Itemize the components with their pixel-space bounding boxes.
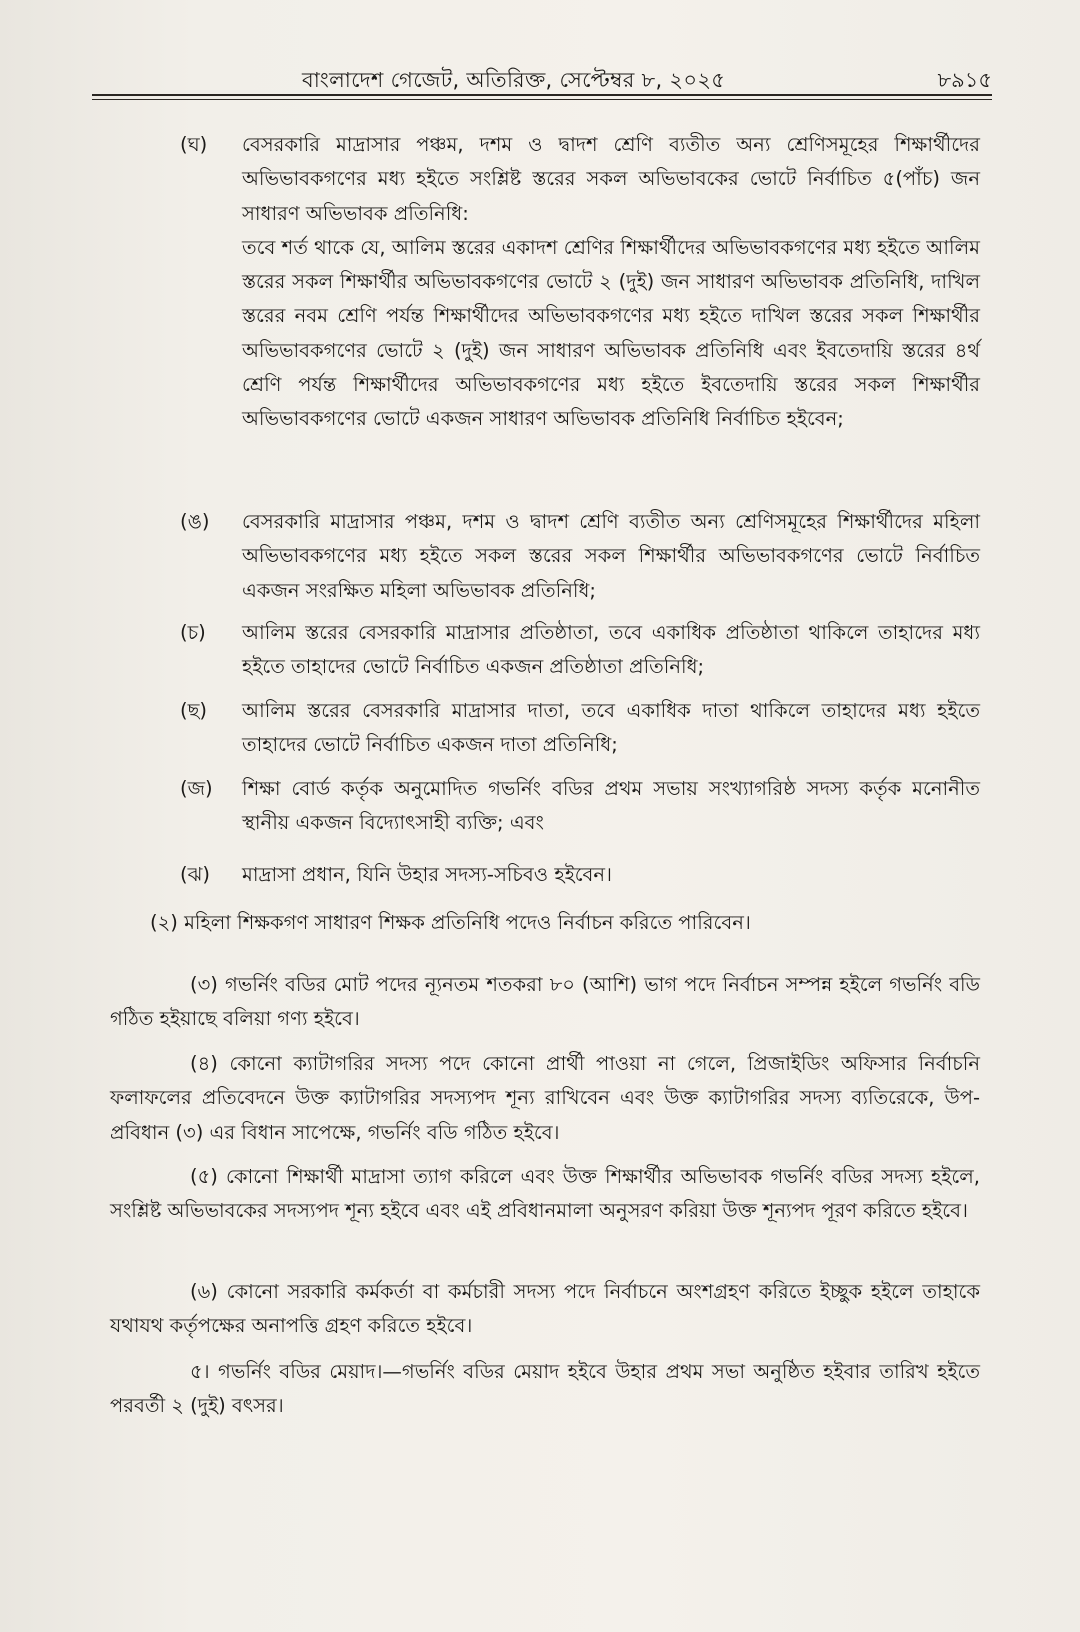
subregulation-text: (৪) কোনো ক্যাটাগরির সদস্য পদে কোনো প্রার্থী পাওয়া না গেলে, প্রিজাইডিং অফিসার নির্বাচনি ফলাফলের প্রতিবেদনে উক্ত ক্যাটাগরির সদস্যপদ শূন্য রাখিবেন এবং উক্ত ক্যাটাগরির সদস্য ব্যতিরেকে, উপ-প্রবিধান (৩) এর বিধান সাপেক্ষে, গভর্নিং বডি গঠিত হইবে। bbox=[110, 1052, 980, 1144]
clause-label: (জ) bbox=[180, 777, 213, 800]
page-header bbox=[92, 60, 992, 96]
subregulation-text: (২) মহিলা শিক্ষকগণ সাধারণ শিক্ষক প্রতিনিধি পদেও নির্বাচন করিতে পারিবেন। bbox=[150, 911, 751, 934]
clause-text: মাদ্রাসা প্রধান, যিনি উহার সদস্য-সচিবও হইবেন। bbox=[242, 863, 613, 886]
clause-label: (চ) bbox=[180, 621, 206, 644]
subregulation-4 bbox=[110, 1047, 980, 1150]
clause-label: (ঝ) bbox=[180, 863, 210, 886]
clause-cha bbox=[180, 616, 980, 685]
header-rule-thin bbox=[92, 99, 992, 100]
clause-label: (ঙ) bbox=[180, 510, 210, 533]
clause-uma bbox=[180, 505, 980, 608]
subregulation-text: (৩) গভর্নিং বডির মোট পদের ন্যূনতম শতকরা ৮০ (আশি) ভাগ পদে নির্বাচন সম্পন্ন হইলে গভর্নিং বডি গঠিত হইয়াছে বলিয়া গণ্য হইবে। bbox=[110, 973, 980, 1031]
clause-proviso: তবে শর্ত থাকে যে, আলিম স্তরের একাদশ শ্রেণির শিক্ষার্থীদের অভিভাবকগণের মধ্য হইতে আলিম স্তরের সকল শিক্ষার্থীর অভিভাবকগণের ভোটে ২ (দুই) জন সাধারণ অভিভাবক প্রতিনিধি, দাখিল স্তরের নবম শ্রেণি পর্যন্ত শিক্ষার্থীদের অভিভাবকগণের মধ্য হইতে দাখিল স্তরের সকল শিক্ষার্থীর অভিভাবকগণের ভোটে ২ (দুই) জন সাধারণ অভিভাবক প্রতিনিধি এবং ইবতেদায়ি স্তরের ৪র্থ শ্রেণি পর্যন্ত শিক্ষার্থীদের অভিভাবকগণের মধ্য হইতে ইবতেদায়ি স্তরের সকল শিক্ষার্থীর অভিভাবকগণের ভোটে একজন সাধারণ অভিভাবক প্রতিনিধি নির্বাচিত হইবেন; bbox=[242, 235, 980, 431]
clause-jha bbox=[180, 858, 980, 892]
clause-text: বেসরকারি মাদ্রাসার পঞ্চম, দশম ও দ্বাদশ শ্রেণি ব্যতীত অন্য শ্রেণিসমূহের শিক্ষার্থীদের অভিভাবকগণের মধ্য হইতে সংশ্লিষ্ট স্তরের সকল অভিভাবকের ভোটে নির্বাচিত ৫(পাঁচ) জন সাধারণ অভিভাবক প্রতিনিধি: bbox=[242, 133, 980, 225]
subregulation-2 bbox=[150, 906, 980, 940]
clause-text: আলিম স্তরের বেসরকারি মাদ্রাসার দাতা, তবে একাধিক দাতা থাকিলে তাহাদের মধ্য হইতে তাহাদের ভোটে নির্বাচিত একজন দাতা প্রতিনিধি; bbox=[242, 699, 980, 757]
clause-text: বেসরকারি মাদ্রাসার পঞ্চম, দশম ও দ্বাদশ শ্রেণি ব্যতীত অন্য শ্রেণিসমূহের শিক্ষার্থীদের মহিলা অভিভাবকগণের মধ্য হইতে সকল স্তরের সকল শিক্ষার্থীর অভিভাবকগণের ভোটে নির্বাচিত একজন সংরক্ষিত মহিলা অভিভাবক প্রতিনিধি; bbox=[242, 510, 980, 602]
header-title: বাংলাদেশ গেজেট, অতিরিক্ত, সেপ্টেম্বর ৮, ২০২৫ bbox=[302, 68, 726, 92]
clause-text: আলিম স্তরের বেসরকারি মাদ্রাসার প্রতিষ্ঠাতা, তবে একাধিক প্রতিষ্ঠাতা থাকিলে তাহাদের মধ্য হইতে তাহাদের ভোটে নির্বাচিত একজন প্রতিষ্ঠাতা প্রতিনিধি; bbox=[242, 621, 980, 679]
regulation-text: ৫। গভর্নিং বডির মেয়াদ।—গভর্নিং বডির মেয়াদ হইবে উহার প্রথম সভা অনুষ্ঠিত হইবার তারিখ হইতে পরবর্তী ২ (দুই) বৎসর। bbox=[110, 1360, 980, 1418]
clause-gha bbox=[180, 128, 980, 437]
page-number: ৮৯১৫ bbox=[937, 68, 992, 92]
subregulation-3 bbox=[110, 968, 980, 1037]
clause-ja bbox=[180, 772, 980, 841]
subregulation-6 bbox=[110, 1275, 980, 1344]
subregulation-text: (৫) কোনো শিক্ষার্থী মাদ্রাসা ত্যাগ করিলে এবং উক্ত শিক্ষার্থীর অভিভাবক গভর্নিং বডির সদস্য হইলে, সংশ্লিষ্ট অভিভাবকের সদস্যপদ শূন্য হইবে এবং এই প্রবিধানমালা অনুসরণ করিয়া উক্ত শূন্যপদ পূরণ করিতে হইবে। bbox=[110, 1165, 980, 1223]
header-rule bbox=[92, 94, 992, 96]
clause-chha bbox=[180, 694, 980, 763]
subregulation-5 bbox=[110, 1160, 980, 1229]
clause-label: (ছ) bbox=[180, 699, 208, 722]
clause-text: শিক্ষা বোর্ড কর্তৃক অনুমোদিত গভর্নিং বডির প্রথম সভায় সংখ্যাগরিষ্ঠ সদস্য কর্তৃক মনোনীত স্থানীয় একজন বিদ্যোৎসাহী ব্যক্তি; এবং bbox=[242, 777, 980, 835]
clause-label: (ঘ) bbox=[180, 133, 208, 156]
regulation-5-term bbox=[110, 1355, 980, 1424]
subregulation-text: (৬) কোনো সরকারি কর্মকর্তা বা কর্মচারী সদস্য পদে নির্বাচনে অংশগ্রহণ করিতে ইচ্ছুক হইলে তাহাকে যথাযথ কর্তৃপক্ষের অনাপত্তি গ্রহণ করিতে হইবে। bbox=[110, 1280, 980, 1338]
